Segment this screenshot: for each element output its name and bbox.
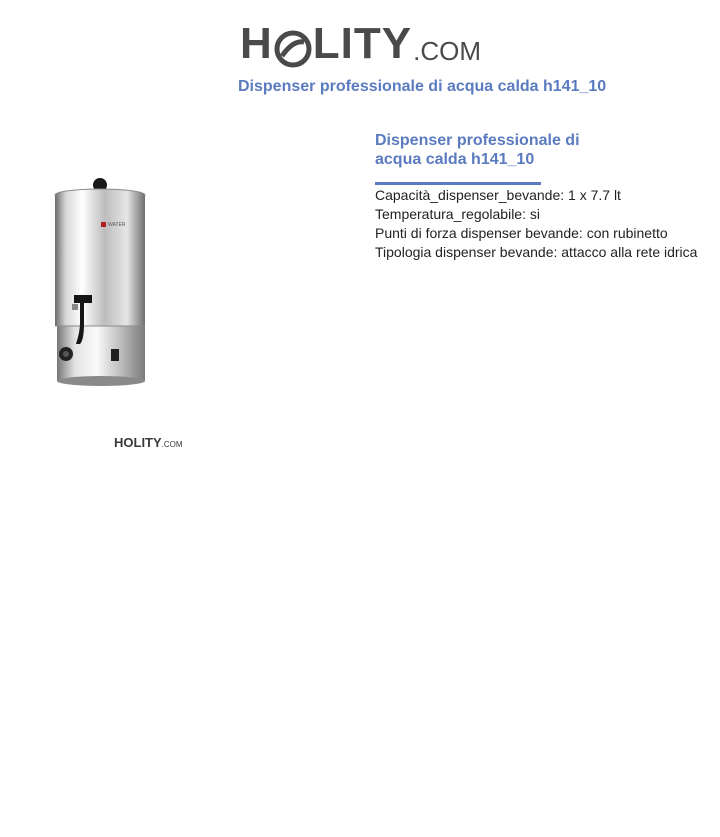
spec-capacity: Capacità_dispenser_bevande: 1 x 7.7 lt — [375, 187, 621, 203]
watermark-logo — [114, 435, 183, 450]
watermark-suffix: .COM — [161, 440, 183, 449]
spec-list — [375, 186, 715, 262]
logo-letter-h: H — [240, 19, 273, 68]
logo-suffix: .COM — [413, 36, 481, 66]
product-detail — [375, 131, 715, 262]
product-image — [0, 118, 230, 478]
watermark-text: HOLITY — [114, 435, 162, 450]
spec-temperature: Temperatura_regolabile: si — [375, 206, 540, 222]
logo-o-icon — [274, 30, 312, 68]
product-title: Dispenser professionale di acqua calda h141_10 — [375, 132, 580, 168]
spec-strengths: Punti di forza dispenser bevande: con rubinetto — [375, 225, 668, 241]
spec-type: Tipologia dispenser bevande: attacco alla rete idrica — [375, 244, 698, 260]
logo-letters-lity: LITY — [312, 19, 413, 68]
holity-logo[interactable] — [240, 12, 481, 68]
page-title: Dispenser professionale di acqua calda h141_10 — [238, 78, 607, 95]
title-divider — [375, 182, 541, 185]
svg-text:WATER: WATER — [108, 222, 126, 228]
